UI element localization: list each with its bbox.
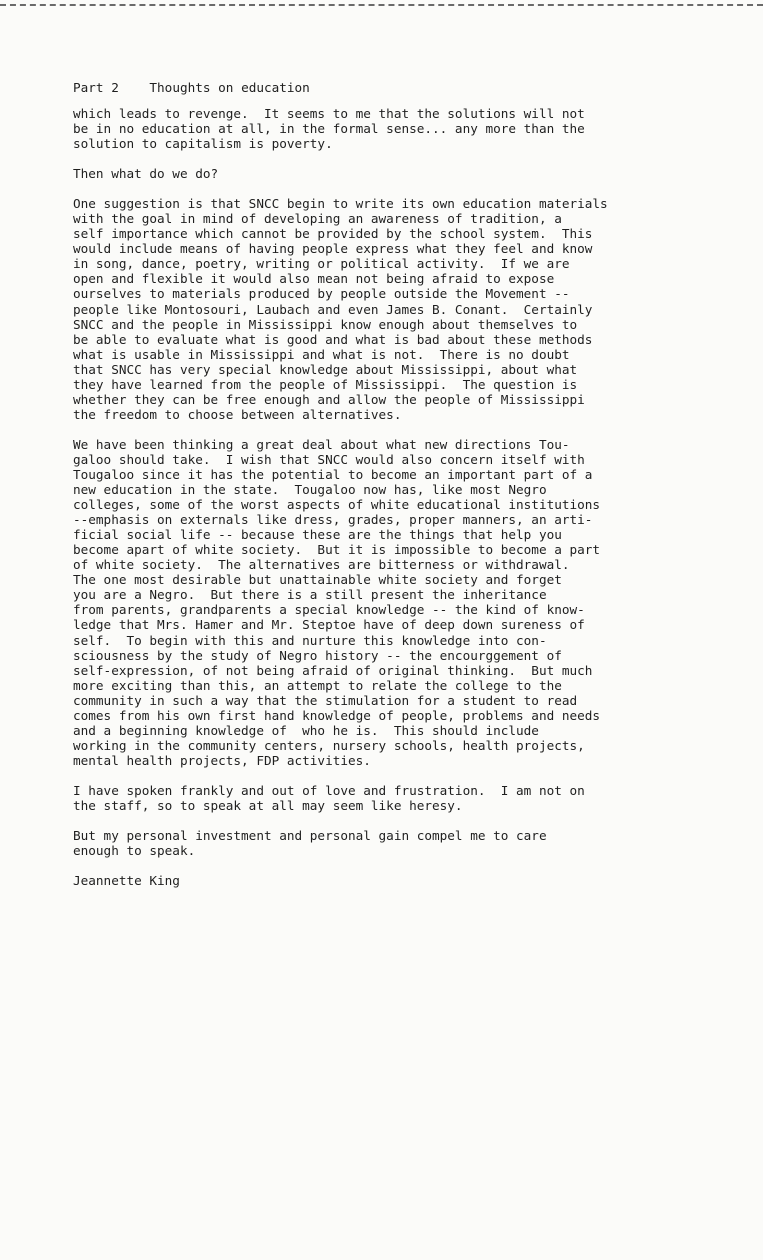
text-line: Tougaloo since it has the potential to become an important part of a — [73, 466, 593, 482]
text-line: working in the community centers, nursery schools, health projects, — [73, 737, 585, 753]
part-label: Part 2 — [73, 80, 119, 95]
text-line: from parents, grandparents a special knowledge -- the kind of know- — [73, 602, 585, 618]
text-line: open and flexible it would also mean not being afraid to expose — [73, 271, 555, 287]
text-line: galoo should take. I wish that SNCC would also concern itself with — [73, 451, 585, 467]
text-line: whether they can be free enough and allow the people of Mississippi — [73, 391, 585, 407]
text-line: Then what do we do? — [73, 166, 219, 182]
text-line: be able to evaluate what is good and what is bad about these methods — [73, 331, 593, 347]
text-line: colleges, some of the worst aspects of white educational institutions — [73, 497, 601, 513]
text-line: sciousness by the study of Negro history -- the encourggement of — [73, 647, 562, 663]
text-line: and a beginning knowledge of who he is. This should include — [73, 722, 539, 738]
text-line: which leads to revenge. It seems to me that the solutions will not — [73, 106, 585, 121]
paragraph-tougaloo — [73, 437, 703, 768]
part-title: Thoughts on education — [149, 80, 310, 95]
text-line: solution to capitalism is poverty. — [73, 136, 333, 152]
paragraph-question — [73, 166, 703, 181]
text-line: The one most desirable but unattainable white society and forget — [73, 572, 562, 588]
text-line: community in such a way that the stimulation for a student to read — [73, 692, 578, 708]
text-line: the staff, so to speak at all may seem like heresy. — [73, 797, 463, 813]
text-line: ficial social life -- because these are the things that help you — [73, 527, 562, 543]
text-line: become apart of white society. But it is impossible to become a part — [73, 542, 601, 558]
text-line: self-expression, of not being afraid of original thinking. But much — [73, 662, 593, 678]
document-body — [73, 80, 703, 903]
text-line: you are a Negro. But there is a still present the inheritance — [73, 587, 547, 603]
text-line: ourselves to materials produced by people outside the Movement -- — [73, 286, 570, 302]
text-line: of white society. The alternatives are bitterness or withdrawal. — [73, 557, 570, 573]
text-line: self importance which cannot be provided by the school system. This — [73, 226, 593, 242]
text-line: the freedom to choose between alternatives. — [73, 406, 402, 422]
text-line: I have spoken frankly and out of love and frustration. I am not on — [73, 782, 585, 798]
text-line: self. To begin with this and nurture this knowledge into con- — [73, 632, 547, 648]
text-line: We have been thinking a great deal about what new directions Tou- — [73, 436, 570, 452]
text-line: new education in the state. Tougaloo now has, like most Negro — [73, 482, 547, 498]
text-line: what is usable in Mississippi and what is not. There is no doubt — [73, 346, 570, 362]
text-line: comes from his own first hand knowledge of people, problems and needs — [73, 707, 601, 723]
text-line: that SNCC has very special knowledge about Mississippi, about what — [73, 361, 578, 377]
text-line: with the goal in mind of developing an awareness of tradition, a — [73, 211, 562, 227]
section-heading — [73, 80, 703, 95]
text-line: enough to speak. — [73, 843, 196, 859]
text-line: But my personal investment and personal gain compel me to care — [73, 828, 547, 844]
text-line: mental health projects, FDP activities. — [73, 752, 371, 768]
text-line: --emphasis on externals like dress, grades, proper manners, an arti- — [73, 512, 593, 528]
paragraph-investment — [73, 828, 703, 858]
text-line: be in no education at all, in the formal sense... any more than the — [73, 121, 585, 137]
paragraph-frankness — [73, 783, 703, 813]
text-line: One suggestion is that SNCC begin to write its own education materials — [73, 196, 608, 212]
top-edge-rule — [0, 4, 763, 6]
paragraph-intro — [73, 106, 703, 151]
text-line: people like Montosouri, Laubach and even James B. Conant. Certainly — [73, 301, 593, 317]
text-line: more exciting than this, an attempt to relate the college to the — [73, 677, 562, 693]
text-line: would include means of having people express what they feel and know — [73, 241, 593, 257]
paragraph-suggestion — [73, 196, 703, 422]
text-line: SNCC and the people in Mississippi know enough about themselves to — [73, 316, 578, 332]
text-line: in song, dance, poetry, writing or political activity. If we are — [73, 256, 570, 272]
author-signature: Jeannette King — [73, 873, 180, 889]
text-line: they have learned from the people of Mississippi. The question is — [73, 376, 578, 392]
signature-block — [73, 873, 703, 888]
text-line: ledge that Mrs. Hamer and Mr. Steptoe have of deep down sureness of — [73, 617, 585, 633]
